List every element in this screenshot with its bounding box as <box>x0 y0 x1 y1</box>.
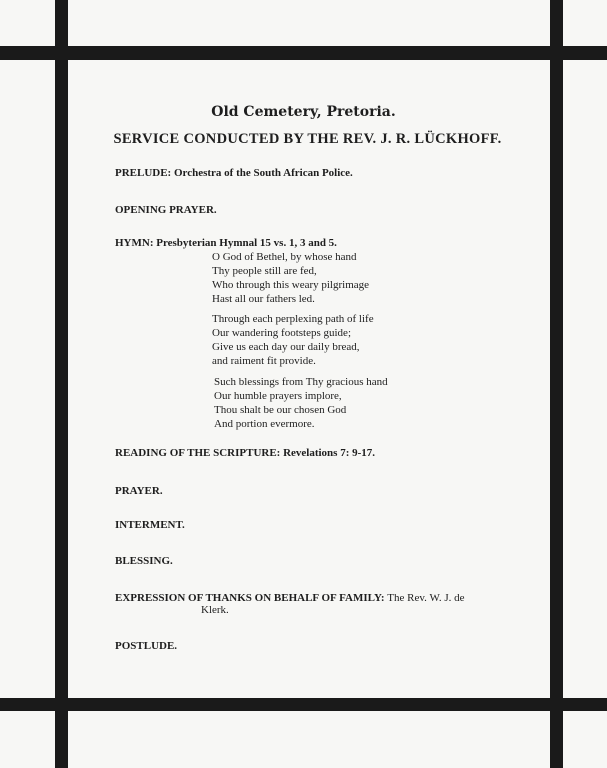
verse-line: Who through this weary pilgrimage <box>212 279 370 291</box>
hymn-verse-3 <box>214 375 514 431</box>
hymn-line: HYMN: Presbyterian Hymnal 15 vs. 1, 3 and 5. <box>115 237 337 249</box>
prelude-line: PRELUDE: Orchestra of the South African Police. <box>115 167 353 179</box>
verse-line: Thy people still are fed, <box>212 265 317 277</box>
interment-line: INTERMENT. <box>115 519 185 531</box>
verse-line: And portion evermore. <box>214 418 315 430</box>
page-title: Old Cemetery, Pretoria. <box>211 104 396 120</box>
border-bar-bottom <box>0 698 607 711</box>
hymn-verse-1 <box>212 250 512 306</box>
hymn-verse-2 <box>212 312 512 368</box>
verse-line: Our wandering footsteps guide; <box>212 327 351 339</box>
expression-name-continued: Klerk. <box>201 604 229 616</box>
service-heading: SERVICE CONDUCTED BY THE REV. J. R. LÜCKHOFF. <box>113 131 502 147</box>
expression-of-thanks <box>115 592 525 616</box>
verse-line: Such blessings from Thy gracious hand <box>214 376 388 388</box>
expression-heading: EXPRESSION OF THANKS ON BEHALF OF FAMILY: <box>115 592 385 604</box>
prayer-line: PRAYER. <box>115 485 163 497</box>
blessing-line: BLESSING. <box>115 555 173 567</box>
opening-prayer-line: OPENING PRAYER. <box>115 204 217 216</box>
verse-line: O God of Bethel, by whose hand <box>212 251 357 263</box>
verse-line: Give us each day our daily bread, <box>212 341 360 353</box>
verse-line: Hast all our fathers led. <box>212 293 315 305</box>
verse-line: Our humble prayers implore, <box>214 390 342 402</box>
reading-line: READING OF THE SCRIPTURE: Revelations 7: 9-17. <box>115 447 376 459</box>
postlude-line: POSTLUDE. <box>115 640 178 652</box>
verse-line: Thou shalt be our chosen God <box>214 404 347 416</box>
expression-name: The Rev. W. J. de <box>387 592 465 604</box>
border-bar-top <box>0 46 607 60</box>
verse-line: Through each perplexing path of life <box>212 313 374 325</box>
verse-line: and raiment fit provide. <box>212 355 316 367</box>
